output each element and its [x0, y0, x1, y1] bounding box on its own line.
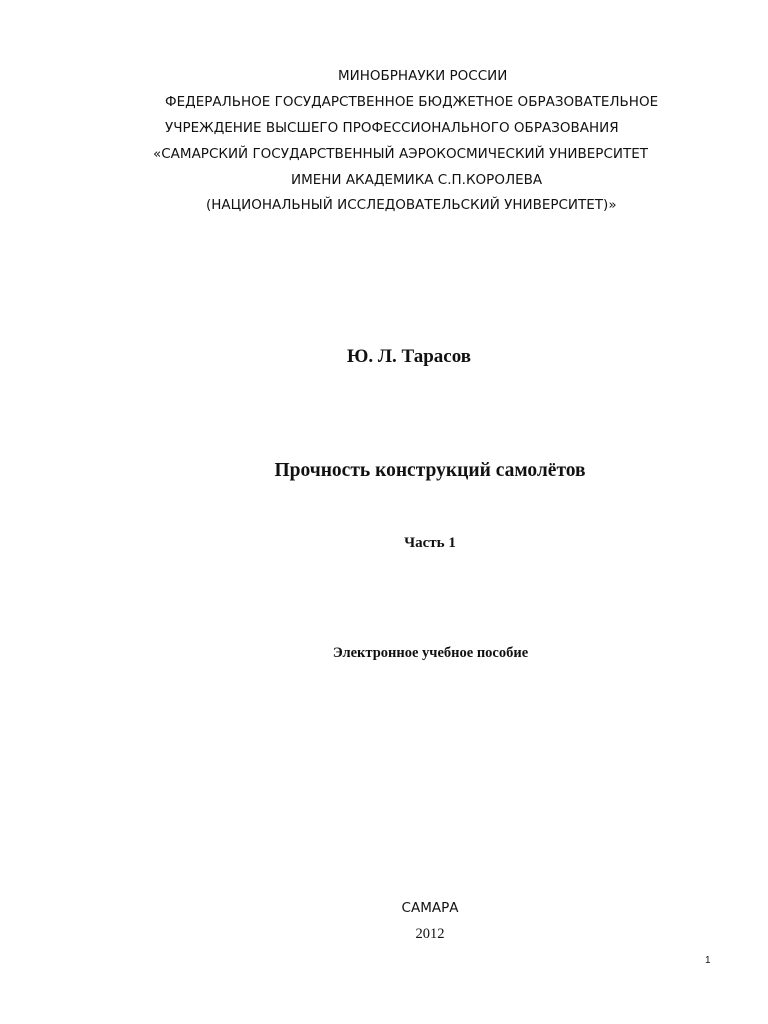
page-number: 1: [705, 955, 711, 966]
university-status-line: (НАЦИОНАЛЬНЫЙ ИССЛЕДОВАТЕЛЬСКИЙ УНИВЕРСИТЕТ)»: [206, 197, 617, 213]
university-named-after-line: ИМЕНИ АКАДЕМИКА С.П.КОРОЛЕВА: [291, 172, 543, 188]
document-title: Прочность конструкций самолётов: [274, 460, 586, 481]
ministry-line: МИНОБРНАУКИ РОССИИ: [338, 68, 508, 84]
publication-year: 2012: [415, 926, 445, 942]
author-name: Ю. Л. Тарасов: [346, 346, 472, 367]
publication-city: САМАРА: [401, 900, 459, 916]
part-label: Часть 1: [404, 535, 456, 551]
university-name-line: «САМАРСКИЙ ГОСУДАРСТВЕННЫЙ АЭРОКОСМИЧЕСКИЙ УНИВЕРСИТЕТ: [153, 146, 648, 162]
document-subtitle: Электронное учебное пособие: [332, 645, 529, 661]
institution-line-1: ФЕДЕРАЛЬНОЕ ГОСУДАРСТВЕННОЕ БЮДЖЕТНОЕ ОБРАЗОВАТЕЛЬНОЕ: [165, 94, 659, 110]
institution-line-2: УЧРЕЖДЕНИЕ ВЫСШЕГО ПРОФЕССИОНАЛЬНОГО ОБРАЗОВАНИЯ: [165, 120, 619, 136]
